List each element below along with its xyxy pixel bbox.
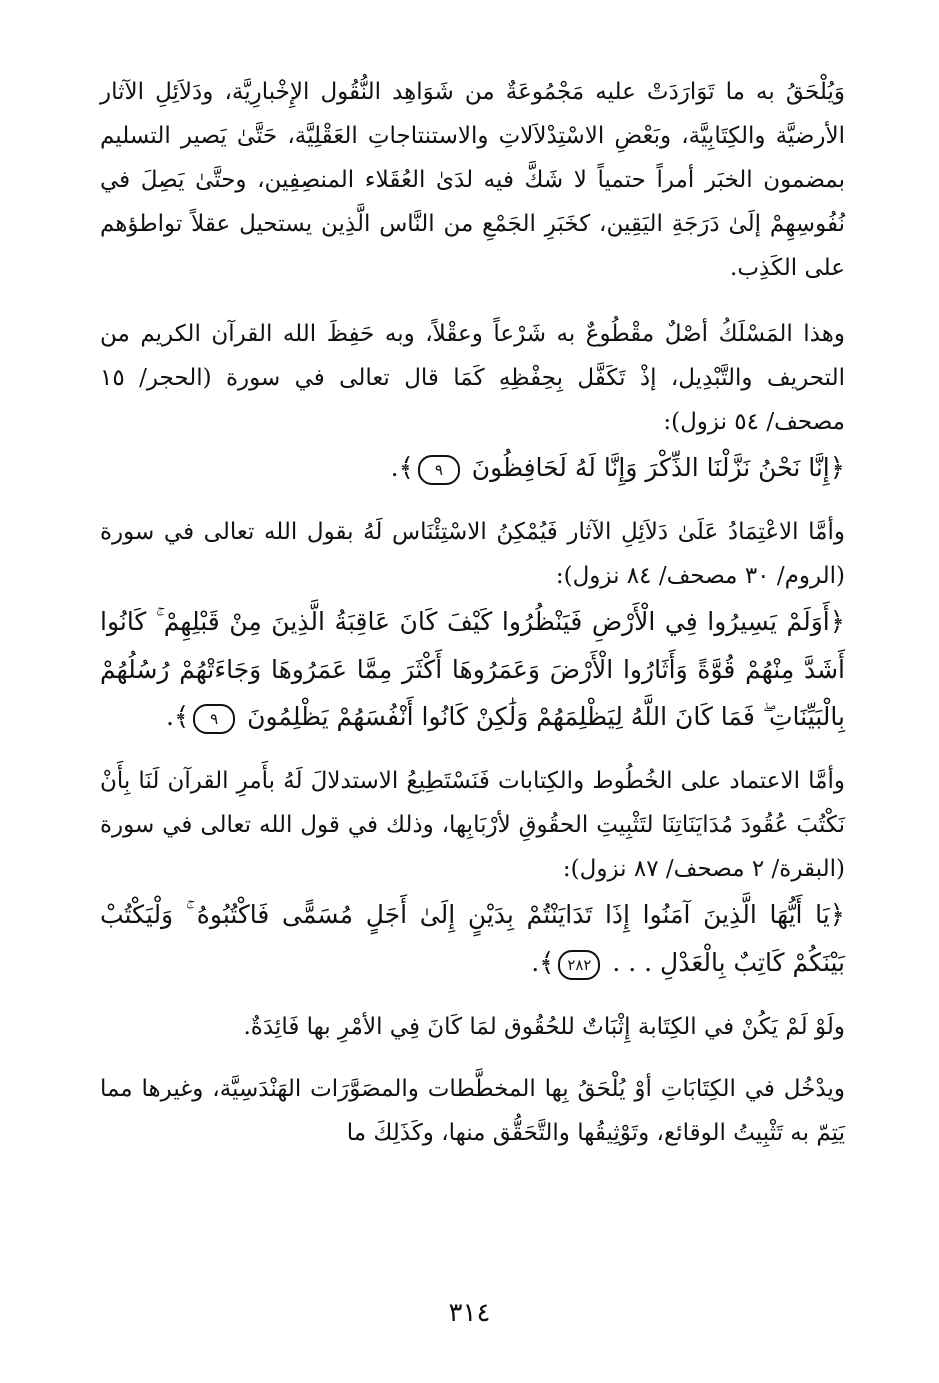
ayah-number-badge: ٢٨٢ xyxy=(558,950,600,980)
quran-close-bracket: ﴾ xyxy=(398,453,414,483)
quran-close-bracket: ﴾ xyxy=(539,948,555,978)
page-body xyxy=(100,70,845,1155)
page-number: ٣١٤ xyxy=(448,1298,491,1328)
verse-end-dot: . xyxy=(166,702,174,731)
quran-verse-3-text: يَا أَيُّهَا الَّذِينَ آمَنُوا إِذَا تَدَايَنْتُمْ بِدَيْنٍ إِلَىٰ أَجَلٍ مُسَمًّى فَاكْتُبُوهُ ۚ وَلْيَكْتُبْ بَيْنَكُمْ كَاتِبٌ بِالْعَدْلِ . . . xyxy=(100,900,845,977)
quran-open-bracket: ﴿ xyxy=(829,453,845,483)
verse-end-dot: . xyxy=(390,453,399,482)
ayah-number-badge: ٩ xyxy=(193,704,235,734)
ayah-number-badge: ٩ xyxy=(418,455,460,485)
quran-verse-1-text: إِنَّا نَحْنُ نَزَّلْنَا الذِّكْرَ وَإِنَّا لَهُ لَحَافِظُونَ xyxy=(471,453,830,482)
verse-end-dot: . xyxy=(531,948,540,977)
quran-verse-2 xyxy=(100,598,845,741)
paragraph-1: وَيُلْحَقُ به ما تَوَارَدَتْ عليه مَجْمُوعَةٌ من شَوَاهِد النُّقُول الإِخْبارِيَّة، ودَلاَئِلِ الآثار الأرضيَّة والكِتَابِيَّة، وبَعْضِ الاسْتِدْلاَلاتِ والاستنتاجاتِ العَقْلِيَّة، حَتَّىٰ يَصير التسليم بمضمون الخبَر أمراً حتمياً لا شَكَّ فيه لدَىٰ العُقَلاء المنصِفِين، وحتَّىٰ يَصِلَ في نُفُوسِهِمْ إلَىٰ دَرَجَةِ اليَقِين، كخَبَرِ الجَمْعِ من النَّاس الَّذِين يستحيل عقلاً تواطؤهم على الكَذِب. xyxy=(100,79,845,281)
quran-open-bracket: ﴿ xyxy=(829,900,845,930)
quran-verse-1 xyxy=(100,444,845,492)
paragraph-5: ولَوْ لَمْ يَكُنْ في الكِتَابة إِثْبَاتٌ للحُقُوق لمَا كَانَ فِي الأمْرِ بها فَائِدَةٌ. xyxy=(243,1014,845,1040)
quran-close-bracket: ﴾ xyxy=(173,702,190,732)
paragraph-6: ويدْخُل في الكِتَابَاتِ أوْ يُلْحَقُ بِها المخطَّطات والمصَوَّرَات الهَنْدَسِيَّة، وغيرها مما يَتِمّ به تَثْبِيتُ الوقائع، وتَوْثِيقُها والتَّحَقُّق منها، وكَذَلِكَ ما xyxy=(100,1076,845,1146)
quran-verse-3 xyxy=(100,891,845,987)
quran-verse-2-text: أَوَلَمْ يَسِيرُوا فِي الْأَرْضِ فَيَنْظُرُوا كَيْفَ كَانَ عَاقِبَةُ الَّذِينَ مِنْ قَبْلِهِمْ ۚ كَانُوا أَشَدَّ مِنْهُمْ قُوَّةً وَأَثَارُوا الْأَرْضَ وَعَمَرُوهَا أَكْثَرَ مِمَّا عَمَرُوهَا وَجَاءَتْهُمْ رُسُلُهُمْ بِالْبَيِّنَاتِ ۖ فَمَا كَانَ اللَّهُ لِيَظْلِمَهُمْ وَلَٰكِنْ كَانُوا أَنْفُسَهُمْ يَظْلِمُونَ xyxy=(100,607,845,731)
paragraph-3: وأمَّا الاعْتِمَادُ عَلَىٰ دَلاَئِلِ الآثار فَيُمْكِنُ الاسْتِئْنَاس لَهُ بقول الله تعالى في سورة (الروم/ ٣٠ مصحف/ ٨٤ نزول): xyxy=(100,519,845,589)
paragraph-4: وأمَّا الاعتماد على الخُطُوط والكِتابات فَنَسْتَطِيعُ الاستدلالَ لَهُ بأَمرِ القرآن لَنَا بِأَنْ نَكْتُبَ عُقُودَ مُدَايَنَاتِنَا لتَثْبِيتِ الحقُوقِ لأرْبَابِها، وذلك في قول الله تعالى في سورة (البقرة/ ٢ مصحف/ ٨٧ نزول): xyxy=(100,768,845,882)
paragraph-2: وهذا المَسْلَكُ أصْلٌ مقْطُوعٌ به شَرْعاً وعقْلاً، وبه حَفِظَ الله القرآن الكريم من التحريف والتَّبْدِيل، إذْ تَكَفَّل بِحِفْظِهِ كَمَا قال تعالى في سورة (الحجر/ ١٥ مصحف/ ٥٤ نزول): xyxy=(100,321,845,435)
quran-open-bracket: ﴿ xyxy=(829,607,845,637)
